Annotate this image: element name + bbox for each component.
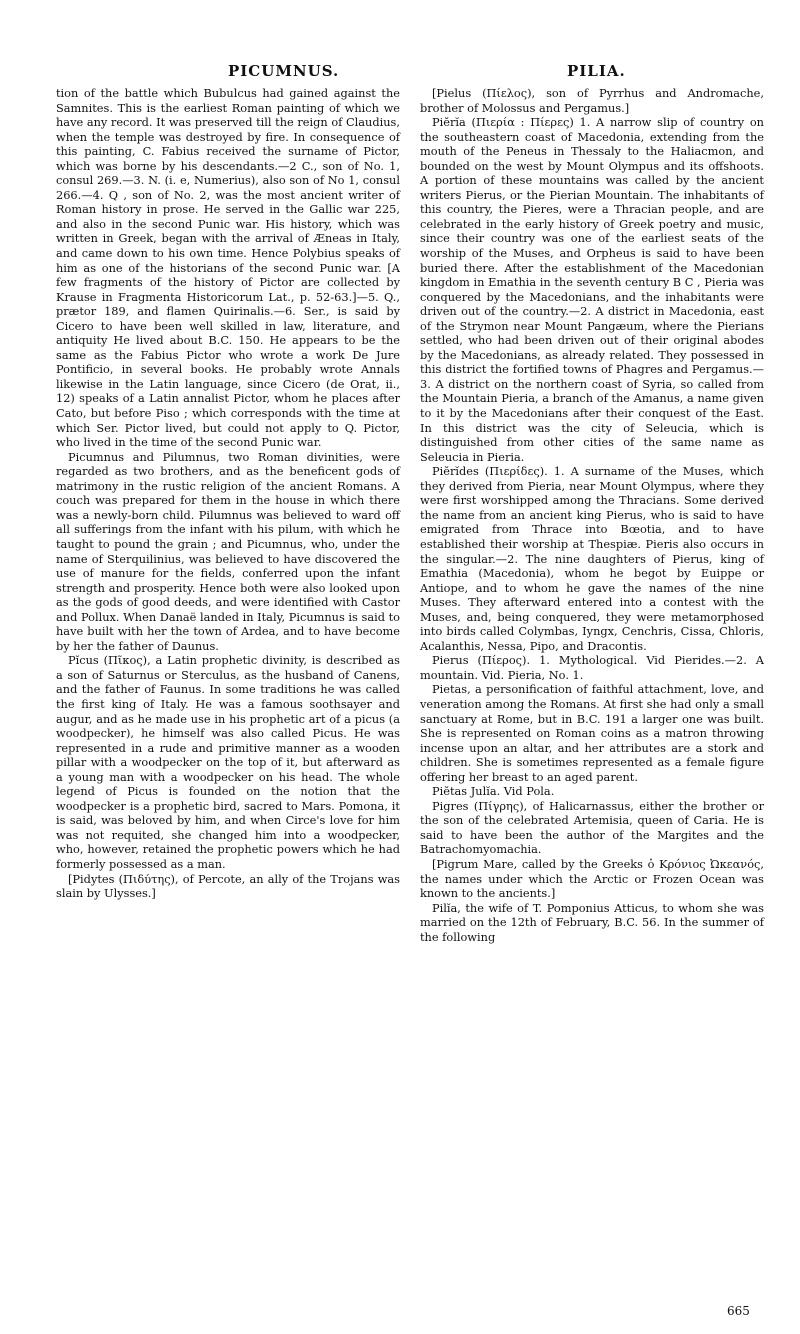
entry-pierus: Pierus (Πίερος). 1. Mythological. Vid Pierides.—2. A mountain. Vid. Pieria, No. 1. [420,653,764,682]
header-left: PICUMNUS. [228,62,340,80]
entry-pietas: Pietas, a personification of faithful attachment, love, and veneration among the Romans. At first she had only a small sanctuary at Rome, but in B.C. 191 a larger one was built. She is represented on Roman coins as a matron throwing incense upon an altar, and her attributes are a stork and children. She is sometimes represented as a female figure offering her breast to an aged parent. [420,682,764,784]
entry-pietas-julia: Piĕtas Julĭa. Vid Pola. [432,784,555,799]
entry-pidytes: [Pidytes (Πιδύτης), of Percote, an ally of the Trojans was slain by Ulysses.] [56,871,400,901]
left-column [56,86,400,901]
entry-pielus: [Pielus (Πίελος), son of Pyrrhus and Andromache, brother of Molossus and Pergamus.] [420,86,764,115]
entry-pilia: Pilĭa, the wife of T. Pomponius Atticus, to whom she was married on the 12th of February, B.C. 56. In the summer of the following [420,900,764,944]
running-header [52,62,762,84]
right-column [420,86,764,944]
paragraph-pictor-continued: tion of the battle which Bubulcus had gained against the Samnites. This is the earliest Roman painting of which we have any record. It was preserved till the reign of Claudius, when the temple was destroyed by fire. In consequence of this painting, C. Fabius received the surname of Pictor, which was borne by his descendants.—2 C., son of No. 1, consul 269.—3. N. (i. e, Numerius), also son of No 1, consul 266.—4. Q , son of No. 2, was the most ancient writer of Roman history in prose. He served in the Gallic war 225, and also in the second Punic war. His history, which was written in Greek, began with the arrival of Æneas in Italy, and came down to his own time. Hence Polybius speaks of him as one of the historians of the second Punic war. [A few fragments of the history of Pictor are collected by Krause in Fragmenta Historicorum Lat., p. 52-63.]—5. Q., prætor 189, and flamen Quirinalis.—6. Ser., is said by Cicero to have been well skilled in law, literature, and antiquity He lived about B.C. 150. He appears to be the same as the Fabius Pictor who wrote a work De Jure Pontificio, in several books. He probably wrote Annals likewise in the Latin language, since Cicero (de Orat, ii., 12) speaks of a Latin annalist Pictor, whom he places after Cato, but before Piso ; which corresponds with the time at which Ser. Pictor lived, but could not apply to Q. Pictor, who lived in the time of the second Punic war. [56,86,400,450]
page-number: 665 [727,1304,750,1318]
entry-pierides: Piĕrĭdes (Πιερίδες). 1. A surname of the Muses, which they derived from Pieria, near Mount Olympus, where they were first worshipped among the Thracians. Some derived the name from an ancient king Pierus, who is said to have emigrated from Thrace into Bœotia, and to have established their worship at Thespiæ. Pieris also occurs in the singular.—2. The nine daughters of Pierus, king of Emathia (Macedonia), whom he begot by Euippe or Antiope, and to whom he gave the names of the nine Muses. They afterward entered into a contest with the Muses, and, being conquered, they were metamorphosed into birds called Colymbas, Iyngx, Cenchris, Cissa, Chloris, Acalanthis, Nessa, Pipo, and Dracontis. [420,464,764,653]
entry-picus: Pĭcus (Πῖκος), a Latin prophetic divinity, is described as a son of Saturnus or Sterculus, as the husband of Canens, and the father of Faunus. In some traditions he was called the first king of Italy. He was a famous soothsayer and augur, and as he made use in his prophetic art of a picus (a woodpecker), he himself was also called Picus. He was represented in a rude and primitive manner as a wooden pillar with a woodpecker on the top of it, but afterward as a young man with a woodpecker on his head. The whole legend of Picus is founded on the notion that the woodpecker is a prophetic bird, sacred to Mars. Pomona, it is said, was beloved by him, and when Circe's love for him was not requited, she changed him into a woodpecker, who, however, retained the prophetic powers which he had formerly possessed as a man. [56,653,400,871]
entry-pigres: Pigres (Πίγρης), of Halicarnassus, either the brother or the son of the celebrated Artemisia, queen of Caria. He is said to have been the author of the Margites and the Batrachomyomachia. [420,798,764,857]
entry-pigrum-mare: [Pigrum Mare, called by the Greeks ὁ Κρόνιος Ὠκεανός, the names under which the Arctic or Frozen Ocean was known to the ancients.] [420,856,764,901]
entry-picumnus: Picumnus and Pilumnus, two Roman divinities, were regarded as two brothers, and as the beneficent gods of matrimony in the rustic religion of the ancient Romans. A couch was prepared for them in the house in which there was a newly-born child. Pilumnus was believed to ward off all sufferings from the infant with his pilum, with which he taught to pound the grain ; and Picumnus, who, under the name of Sterquilinius, was believed to have discovered the use of manure for the fields, conferred upon the infant strength and prosperity. Hence both were also looked upon as the gods of good deeds, and were identified with Castor and Pollux. When Danaë landed in Italy, Picumnus is said to have built with her the town of Ardea, and to have become by her the father of Daunus. [56,449,400,653]
header-right: PILIA. [567,62,626,80]
entry-pieria: Piĕrĭa (Πιερία : Πίερες) 1. A narrow slip of country on the southeastern coast of Macedonia, extending from the mouth of the Peneus in Thessaly to the Haliacmon, and bounded on the west by Mount Olympus and its offshoots. A portion of these mountains was called by the ancient writers Pierus, or the Pierian Mountain. The inhabitants of this country, the Pieres, were a Thracian people, and are celebrated in the early history of Greek poetry and music, since their country was one of the earliest seats of the worship of the Muses, and Orpheus is said to have been buried there. After the establishment of the Macedonian kingdom in Emathia in the seventh century B C , Pieria was conquered by the Macedonians, and the inhabitants were driven out of the country.—2. A district in Macedonia, east of the Strymon near Mount Pangæum, where the Pierians settled, who had been driven out of their original abodes by the Macedonians, as already related. They possessed in this district the fortified towns of Phagres and Pergamus.—3. A district on the northern coast of Syria, so called from the Mountain Pieria, a branch of the Amanus, a name given to it by the Macedonians after their conquest of the East. In this district was the city of Seleucia, which is distinguished from other cities of the same name as Seleucia in Pieria. [420,115,764,464]
